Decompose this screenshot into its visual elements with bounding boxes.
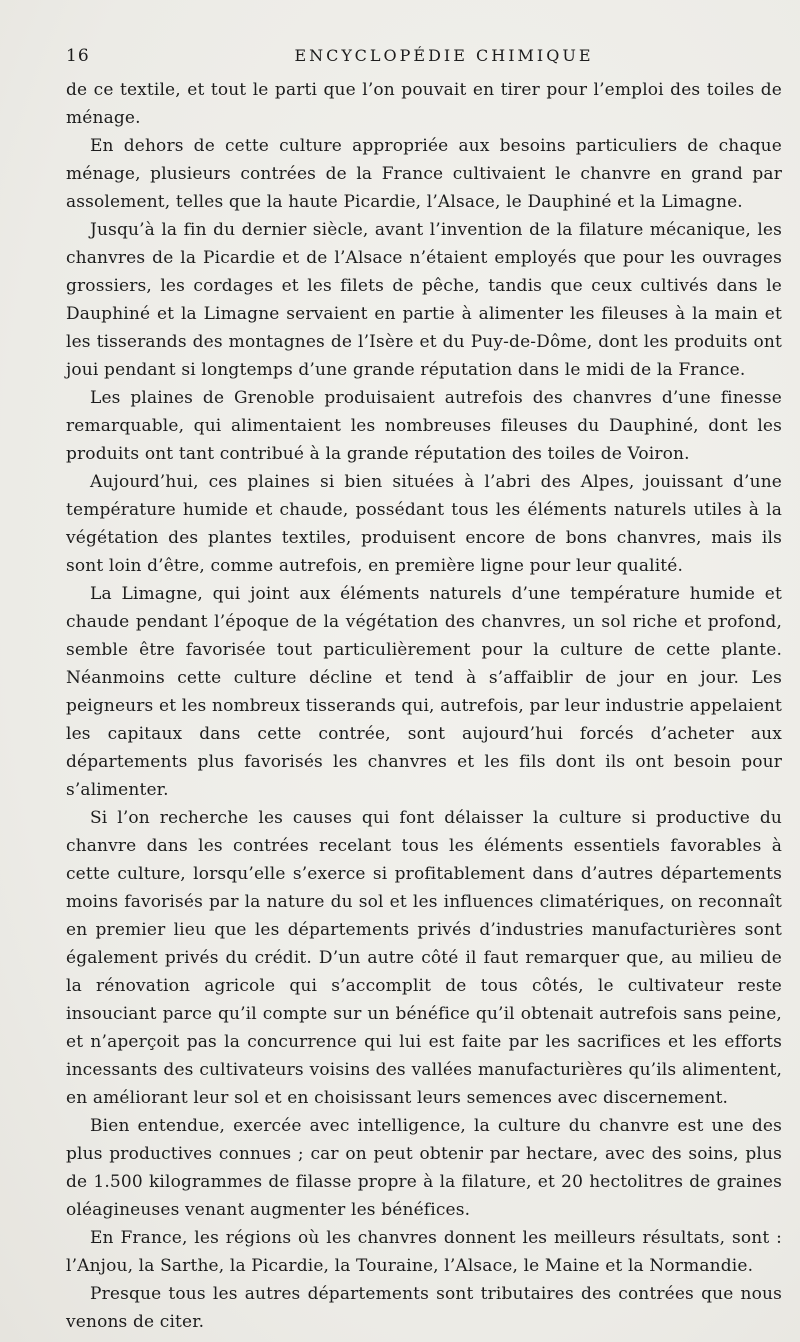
page-number: 16 [66, 46, 90, 66]
paragraph-5: Aujourd’hui, ces plaines si bien situées à l’abri des Alpes, jouissant d’une température humide et chaude, possédant tous les éléments naturels utiles à la végétation des plantes textiles, produisent encore de bons chanvres, mais ils sont loin d’être, comme autrefois, en première ligne pour leur qualité. [66, 472, 782, 576]
page-header [66, 38, 782, 68]
paragraph-2: En dehors de cette culture appropriée aux besoins particuliers de chaque ménage, plusieurs contrées de la France cultivaient le chanvre en grand par assolement, telles que la haute Picardie, l’Alsace, le Dauphiné et la Limagne. [66, 136, 782, 212]
body-text [66, 76, 782, 1336]
paragraph-10: Presque tous les autres départements sont tributaires des contrées que nous venons de citer. [66, 1284, 782, 1332]
paragraph-7: Si l’on recherche les causes qui font délaisser la culture si productive du chanvre dans les contrées recelant tous les éléments essentiels favorables à cette culture, lorsqu’elle s’exerce si profitablement dans d’autres départements moins favorisés par la nature du sol et les influences climatériques, on reconnaît en premier lieu que les départements privés d’industries manufacturières sont également privés du crédit. D’un autre côté il faut remarquer que, au milieu de la rénovation agricole qui s’accomplit de tous côtés, le cultivateur reste insouciant parce qu’il compte sur un bénéfice qu’il obtenait autrefois sans peine, et n’aperçoit pas la concurrence qui lui est faite par les sacrifices et les efforts incessants des cultivateurs voisins des vallées manufacturières qu’ils alimentent, en améliorant leur sol et en choisissant leurs semences avec discernement. [66, 808, 782, 1108]
paragraph-3: Jusqu’à la fin du dernier siècle, avant l’invention de la filature mécanique, les chanvres de la Picardie et de l’Alsace n’étaient employés que pour les ouvrages grossiers, les cordages et les filets de pêche, tandis que ceux cultivés dans le Dauphiné et la Limagne servaient en partie à alimenter les fileuses à la main et les tisserands des montagnes de l’Isère et du Puy-de-Dôme, dont les produits ont joui pendant si longtemps d’une grande réputation dans le midi de la France. [66, 220, 782, 380]
paragraph-4: Les plaines de Grenoble produisaient autrefois des chanvres d’une finesse remarquable, qui alimentaient les nombreuses fileuses du Dauphiné, dont les produits ont tant contribué à la grande réputation des toiles de Voiron. [66, 388, 782, 464]
paragraph-1: de ce textile, et tout le parti que l’on pouvait en tirer pour l’emploi des toiles de ménage. [66, 80, 782, 128]
running-head: ENCYCLOPÉDIE CHIMIQUE [294, 46, 594, 65]
paragraph-8: Bien entendue, exercée avec intelligence, la culture du chanvre est une des plus productives connues ; car on peut obtenir par hectare, avec des soins, plus de 1.500 kilogrammes de filasse propre à la filature, et 20 hectolitres de graines oléagineuses venant augmenter les bénéfices. [66, 1116, 782, 1220]
paragraph-6: La Limagne, qui joint aux éléments naturels d’une température humide et chaude pendant l’époque de la végétation des chanvres, un sol riche et profond, semble être favorisée tout particulièrement pour la culture de cette plante. Néanmoins cette culture décline et tend à s’affaiblir de jour en jour. Les peigneurs et les nombreux tisserands qui, autrefois, par leur industrie appelaient les capitaux dans cette contrée, sont aujourd’hui forcés d’acheter aux départements plus favorisés les chanvres et les fils dont ils ont besoin pour s’alimenter. [66, 584, 782, 800]
paragraph-9: En France, les régions où les chanvres donnent les meilleurs résultats, sont : l’Anjou, la Sarthe, la Picardie, la Touraine, l’Alsace, le Maine et la Normandie. [66, 1228, 782, 1276]
